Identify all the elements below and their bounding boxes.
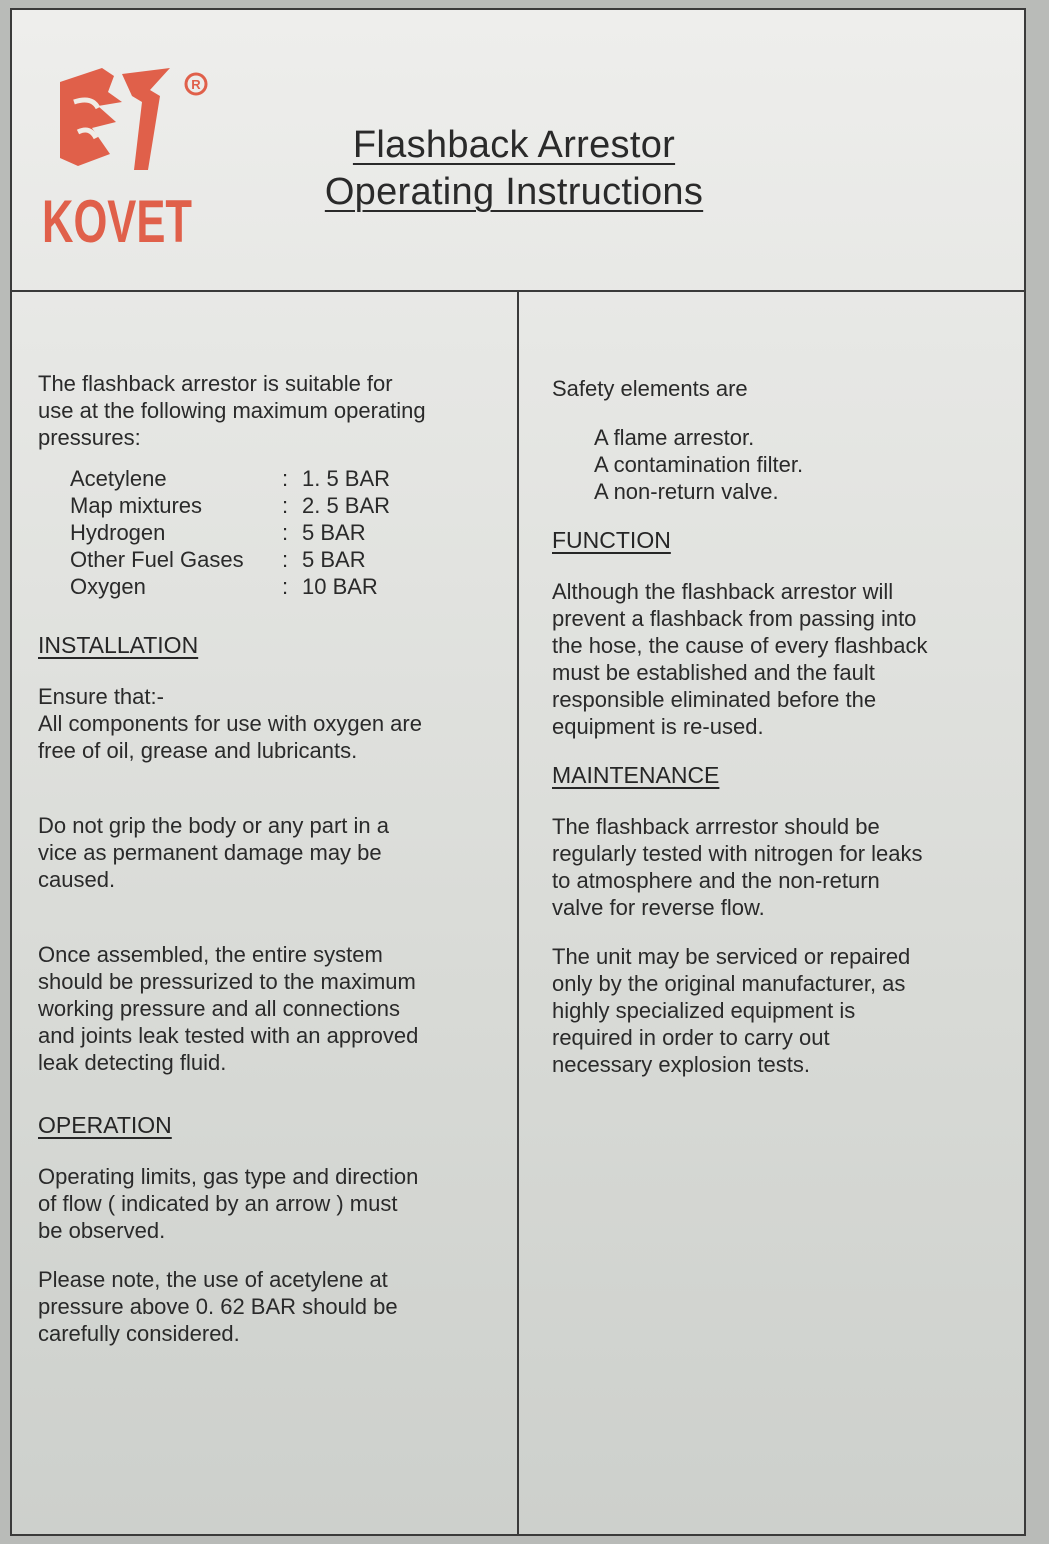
svg-text:KOVET: KOVET (42, 188, 192, 255)
gas-name: Map mixtures (70, 493, 203, 518)
function-heading: FUNCTION (552, 527, 671, 553)
table-row (70, 546, 390, 573)
gas-name: Other Fuel Gases (70, 547, 244, 572)
gas-name: Acetylene (70, 466, 167, 491)
gas-name: Oxygen (70, 574, 146, 599)
list-item: A non-return valve. (594, 479, 779, 504)
separator: : (282, 547, 289, 572)
maintenance-heading: MAINTENANCE (552, 762, 720, 788)
operation-heading: OPERATION (38, 1112, 172, 1138)
list-item: A flame arrestor. (594, 425, 755, 450)
instruction-sheet (10, 8, 1026, 1536)
safety-intro: Safety elements are (552, 376, 748, 401)
installation-paragraph-2: Do not grip the body or any part in a vice as permanent damage may be caused. (38, 813, 389, 892)
installation-heading: INSTALLATION (38, 632, 199, 658)
gas-pressure: 1. 5 BAR (302, 466, 391, 491)
pressure-table (70, 465, 390, 600)
maintenance-paragraph-2: The unit may be serviced or repaired only by the original manufacturer, as highly specialized equipment is required in order to carry out necessary explosion tests. (552, 944, 911, 1077)
table-row (70, 519, 390, 546)
table-row (70, 573, 390, 600)
operation-paragraph-2: Please note, the use of acetylene at pressure above 0. 62 BAR should be carefully considered. (38, 1267, 398, 1346)
gas-pressure: 2. 5 BAR (302, 493, 391, 518)
separator: : (282, 574, 289, 599)
table-row (70, 465, 390, 492)
kovet-logo (38, 62, 218, 255)
table-row (70, 492, 390, 519)
gas-pressure: 10 BAR (302, 574, 378, 599)
installation-paragraph-1: Ensure that:- All components for use with oxygen are free of oil, grease and lubricants. (38, 684, 422, 763)
gas-pressure: 5 BAR (302, 520, 366, 545)
title-block (274, 122, 754, 216)
gas-name: Hydrogen (70, 520, 166, 545)
separator: : (282, 466, 289, 491)
title-line-2: Operating Instructions (324, 171, 704, 213)
maintenance-paragraph-1: The flashback arrrestor should be regularly tested with nitrogen for leaks to atmosphere and the non-return valve for reverse flow. (552, 814, 923, 920)
right-column (552, 375, 1022, 1078)
list-item: A contamination filter. (594, 452, 804, 477)
separator: : (282, 493, 289, 518)
title-line-1: Flashback Arrestor (352, 124, 676, 166)
pressure-intro: The flashback arrestor is suitable for use at the following maximum operating pressures: (38, 371, 426, 450)
left-column (38, 370, 508, 1347)
safety-list (594, 424, 1022, 505)
gas-pressure: 5 BAR (302, 547, 366, 572)
function-paragraph: Although the flashback arrestor will prevent a flashback from passing into the hose, the cause of every flashback must be established and the fault responsible eliminated before the equipment is re-used. (552, 579, 928, 739)
installation-paragraph-3: Once assembled, the entire system should be pressurized to the maximum working pressure and all connections and joints leak tested with an approved leak detecting fluid. (38, 942, 419, 1075)
separator: : (282, 520, 289, 545)
column-divider (517, 292, 519, 1536)
header (12, 10, 1024, 292)
operation-paragraph-1: Operating limits, gas type and direction of flow ( indicated by an arrow ) must be observed. (38, 1164, 419, 1243)
svg-text:R: R (191, 77, 201, 92)
